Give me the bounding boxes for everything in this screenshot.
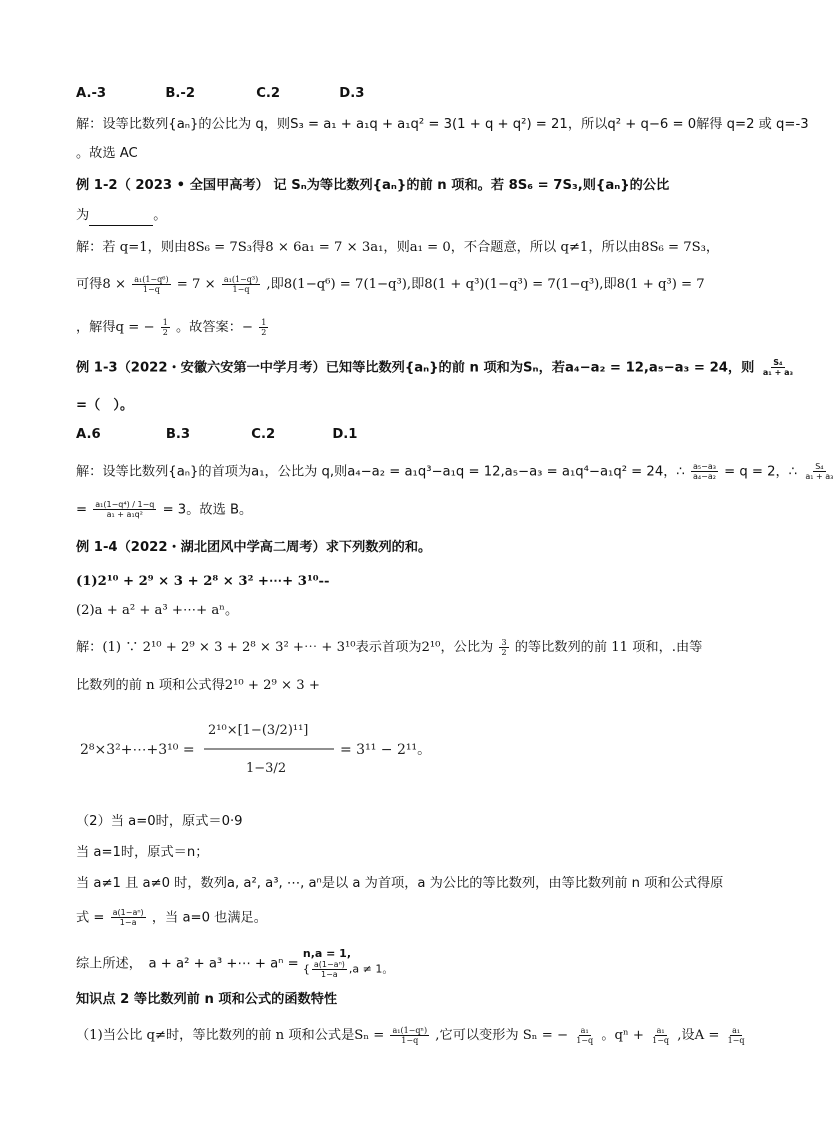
case-1: n,a = 1, [302, 947, 352, 960]
text-segment: ,它可以变形为 Sₙ = − [435, 1028, 568, 1043]
fraction-numerator: a₁(1−q³) [223, 275, 259, 284]
text-segment: ,即8(1−q⁶) = 7(1−q³),即8(1 + q³)(1−q³) = 7(1−q³),即8(1 + q³) = 7 [266, 277, 705, 292]
fraction [161, 318, 170, 337]
fraction-denominator: a₁ + a₃ [762, 368, 793, 377]
fraction-denominator: 1−q [232, 285, 250, 294]
fraction-denominator: 2 [261, 328, 267, 337]
fraction [574, 1026, 595, 1045]
fraction-numerator: a₅−a₃ [693, 462, 716, 471]
fraction-denominator: 1−q [401, 1036, 419, 1045]
formula-denominator: 1−3/2 [246, 761, 287, 776]
fraction [259, 318, 268, 337]
option-d: D.3 [339, 86, 365, 101]
knowledge-point-2-title: 知识点 2 等比数列前 n 项和公式的函数特性 [76, 992, 338, 1007]
text-segment: 式 = [76, 910, 105, 926]
text-segment: ，解得q = − [76, 320, 155, 335]
fraction-numerator: a₁(1−q⁶) [134, 275, 169, 284]
piecewise-cases [303, 948, 393, 979]
text-segment: 解：(1) ∵ 2¹⁰ + 2⁹ × 3 + 2⁸ × 3² +⋯ + 3¹⁰表示首项为2¹⁰，公比为 [76, 640, 494, 655]
text-segment: ,设A = [677, 1028, 720, 1043]
part-2-line-4 [76, 908, 748, 929]
option-c: C.2 [251, 427, 276, 442]
sum-formula-image [76, 712, 496, 782]
case-2-condition: ,a ≠ 1。 [348, 962, 394, 976]
option-a: A.-3 [76, 86, 107, 101]
text-segment: = q = 2，∴ [724, 464, 798, 480]
options-row-2 [76, 425, 748, 445]
fraction-denominator: 1−q [727, 1036, 745, 1045]
fraction [803, 462, 835, 481]
fraction-denominator: 1−q [652, 1036, 670, 1045]
fraction-numerator: a₁(1−q⁴) / 1−q [95, 500, 155, 509]
text-segment: 。qⁿ + [601, 1028, 644, 1043]
fraction-denominator: 1−q [142, 285, 160, 294]
example-1-3-question-end: =（ ）。 [76, 398, 134, 413]
sum-formula-svg [76, 712, 496, 782]
solution-1-line-1: 解：设等比数列{aₙ}的公比为 q，则S₃ = a₁ + a₁q + a₁q² = 3(1 + q + q²) = 21，所以q² + q−6 = 0解得 q=2 或 q=-3 [76, 117, 809, 132]
text-segment: 的等比数列的前 11 项和，.由等 [514, 640, 703, 655]
fraction-numerator: a(1−aⁿ) [112, 908, 144, 917]
example-1-3-title [76, 358, 793, 379]
text-segment: 可得8 × [76, 277, 127, 292]
text-segment: = 7 × [176, 277, 216, 292]
fraction [650, 1026, 671, 1045]
case-2: { $\frac{\text{a(1−aⁿ)}}{1-a}$ ,a ≠ 1。 [302, 960, 394, 979]
formula-numerator: 2¹⁰×[1−(3/2)¹¹] [208, 723, 309, 738]
knowledge-point-2-line-1 [76, 1026, 748, 1046]
fraction-denominator: 1−a [321, 970, 338, 979]
fraction-numerator: a(1−aⁿ) [313, 960, 345, 969]
fraction-denominator: 1−a [119, 918, 137, 927]
options-row-1 [76, 84, 748, 104]
fraction-numerator: S₄ [773, 358, 783, 367]
formula-left: 2⁸×3²+⋯+3¹⁰ = [80, 742, 195, 758]
text-segment: 综上所述， a + a² + a³ +⋯ + aⁿ = [76, 956, 299, 972]
fraction [691, 462, 718, 481]
fraction-numerator: a₁ [580, 1026, 589, 1035]
example-1-2-solution-line-2 [76, 275, 748, 295]
option-c: C.2 [256, 86, 281, 101]
fraction [390, 1026, 429, 1045]
example-1-2-question [76, 206, 748, 226]
example-1-2-solution-line-1: 解：若 q=1，则由8S₆ = 7S₃得8 × 6a₁ = 7 × 3a₁，则a₁ = 0，不合题意，所以 q≠1，所以由8S₆ = 7S₃， [76, 240, 720, 255]
part-2-line-2: 当 a=1时，原式＝n； [76, 845, 209, 860]
example-1-4-item-1: (1)2¹⁰ + 2⁹ × 3 + 2⁸ × 3² +⋯+ 3¹⁰-- [76, 574, 330, 589]
fraction [499, 638, 508, 657]
answer-blank [89, 211, 153, 226]
fraction [312, 960, 347, 979]
fraction-numerator: S₄ [815, 462, 824, 471]
summary-line [76, 948, 748, 979]
fraction-denominator: 2 [162, 328, 168, 337]
fraction-denominator: a₁ + a₁q² [106, 510, 143, 519]
part-2-line-3: 当 a≠1 且 a≠0 时，数列a, a², a³, ⋯, aⁿ是以 a 为首项，a 为公比的等比数列，由等比数列前 n 项和公式得原 [76, 876, 724, 891]
fraction-numerator: 1 [162, 318, 168, 327]
fraction [111, 908, 146, 927]
fraction [222, 275, 260, 294]
example-1-2-solution-line-3 [76, 318, 748, 338]
option-b: B.-2 [165, 86, 196, 101]
fraction [93, 500, 156, 519]
text-segment: 。故答案：− [176, 320, 253, 335]
formula-right: = 3¹¹ − 2¹¹。 [340, 742, 432, 758]
question-prefix: 为 [76, 208, 90, 223]
fraction-numerator: a₁ [656, 1026, 665, 1035]
example-1-4-solution-line-2: 比数列的前 n 项和公式得2¹⁰ + 2⁹ × 3 + [76, 678, 320, 693]
example-1-4-title: 例 1-4（2022・湖北团风中学高二周考）求下列数列的和。 [76, 540, 432, 555]
text-segment: ，当 a=0 也满足。 [151, 910, 267, 926]
option-a: A.6 [76, 427, 101, 442]
fraction-numerator: 1 [261, 318, 267, 327]
text-segment: 例 1-3（2022・安徽六安第一中学月考）已知等比数列{aₙ}的前 n 项和为Sₙ，若a₄−a₂ = 12,a₅−a₃ = 24，则 [76, 360, 755, 376]
example-1-2-title: 例 1-2（ 2023 • 全国甲高考） 记 Sₙ为等比数列{aₙ}的前 n 项和。若 8S₆ = 7S₃,则{aₙ}的公比 [76, 178, 670, 193]
fraction-denominator: a₁ + a₃ [805, 472, 834, 481]
text-segment: （1)当公比 q≠时，等比数列的前 n 项和公式是Sₙ = [76, 1028, 385, 1043]
fraction-numerator: 3 [501, 638, 507, 647]
fraction-numerator: a₁ [732, 1026, 741, 1035]
option-b: B.3 [165, 427, 191, 442]
part-2-line-1: （2）当 a=0时，原式＝0·9 [76, 814, 243, 829]
fraction-denominator: 2 [501, 648, 507, 657]
option-d: D.1 [332, 427, 358, 442]
fraction [726, 1026, 747, 1045]
fraction-numerator: a₁(1−qⁿ) [392, 1026, 428, 1035]
question-suffix: 。 [153, 208, 167, 223]
text-segment: 解：设等比数列{aₙ}的首项为a₁，公比为 q,则a₄−a₂ = a₁q³−a₁q = 12,a₅−a₃ = a₁q⁴−a₁q² = 24，∴ [76, 464, 685, 480]
text-segment: = 3。故选 B。 [162, 502, 253, 518]
solution-1-line-2: 。故选 AC [76, 146, 138, 161]
fraction-denominator: 1−q [576, 1036, 594, 1045]
fraction [761, 358, 795, 377]
fraction [132, 275, 170, 294]
example-1-4-solution-line-1 [76, 638, 748, 658]
fraction-denominator: a₄−a₂ [693, 472, 716, 481]
example-1-4-item-2: (2)a + a² + a³ +⋯+ aⁿ。 [76, 603, 239, 618]
example-1-3-solution-line-1 [76, 462, 834, 483]
example-1-3-solution-line-2: = $\frac{\text{a₁(1−q⁴) / 1−q}}{\text{a₁ + a₁q²}}$ = 3。故选 B。 [76, 500, 253, 519]
